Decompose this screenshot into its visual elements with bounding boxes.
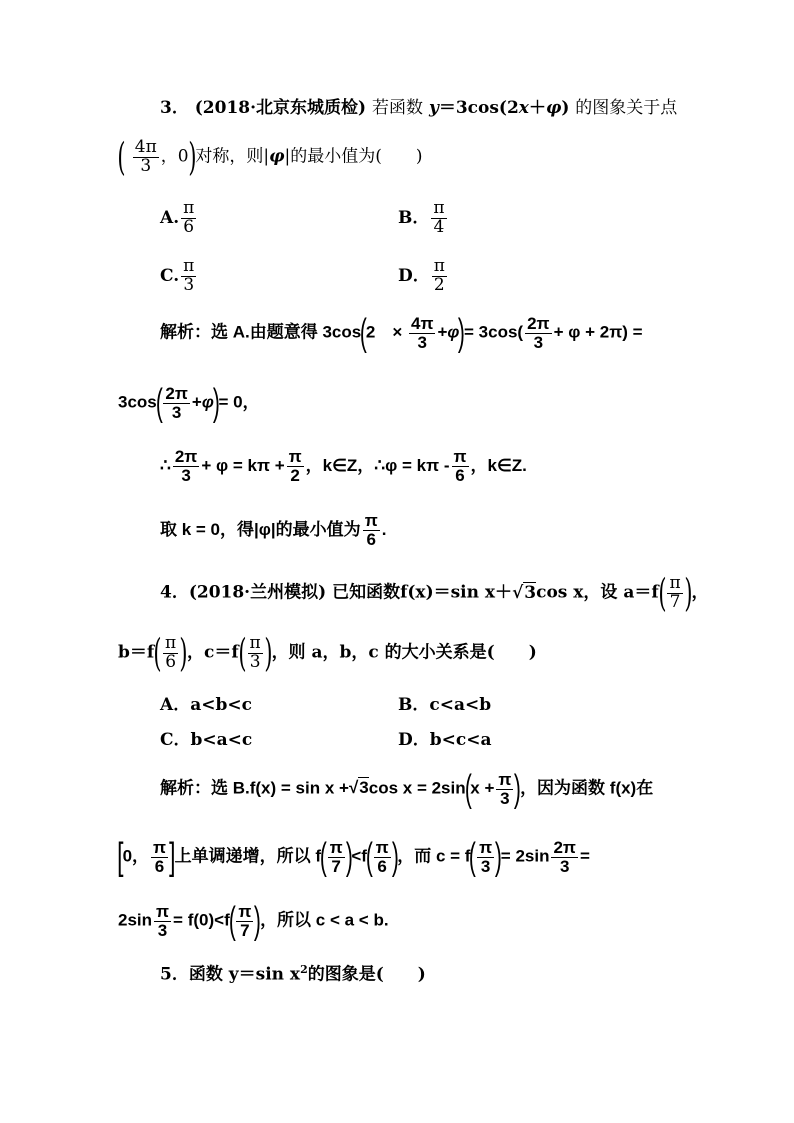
q5-stem: 5．函数 y＝sin $x^2$的图象是( ) bbox=[160, 963, 426, 985]
fraction: $\frac{\pi}{3}$ bbox=[183, 256, 195, 295]
q4-solution-line1: 解析：选 B.f(x) = sin x +√3cos x = 2sin(x + $\frac{\pi}{3}$ )，因为函数 f(x)在 bbox=[160, 768, 654, 810]
q3-option-b[interactable]: B． $\frac{\pi}{4}$ bbox=[398, 198, 445, 237]
q3-number: 3． bbox=[160, 98, 189, 118]
q3-solution-line2: 3cos( $\frac{2\pi}{3}$ +φ)= 0， bbox=[118, 382, 260, 424]
q4-option-c[interactable]: C．b<a<c bbox=[160, 730, 253, 750]
fraction: $\frac{4\pi}{3}$ bbox=[134, 136, 157, 176]
q4-solution-line3: 2sin $\frac{\pi}{3}$ = f(0)<f( $\frac{\pi}{7}$ )，所以 c < a < b. bbox=[118, 900, 389, 942]
q3-option-a[interactable]: A. $\frac{\pi}{6}$ bbox=[160, 198, 195, 237]
q3-stem-line2: ( $\frac{4\pi}{3}$ ，0)对称，则|φ|的最小值为( ) bbox=[117, 135, 423, 179]
q4-option-b[interactable]: B．c<a<b bbox=[398, 695, 492, 715]
q3-solution-line4: 取 k = 0，得|φ|的最小值为 $\frac{\pi}{6}$ . bbox=[160, 511, 387, 549]
q3-solution-line1: 解析：选 A.由题意得 3cos(2 × $\frac{4\pi}{3}$ +φ)= 3cos( $\frac{2\pi}{3}$ + φ + 2π) = bbox=[160, 312, 643, 354]
q3-option-c[interactable]: C. $\frac{\pi}{3}$ bbox=[160, 256, 195, 295]
q4-option-a[interactable]: A．a<b<c bbox=[160, 695, 252, 715]
q3-option-d[interactable]: D． $\frac{\pi}{2}$ bbox=[398, 256, 445, 295]
fraction: $\frac{\pi}{2}$ bbox=[433, 256, 445, 295]
fraction: $\frac{\pi}{6}$ bbox=[183, 198, 195, 237]
q4-stem-line2: b＝f( $\frac{\pi}{6}$ )，c＝f( $\frac{\pi}{3}$ )，则 a，b，c 的大小关系是( ) bbox=[118, 631, 537, 675]
q4-option-d[interactable]: D．b<c<a bbox=[398, 730, 492, 750]
fraction: $\frac{\pi}{4}$ bbox=[433, 198, 445, 237]
q3-stem-line1: 3． (2018·北京东城质检) 若函数 y＝3cos(2x＋φ) 的图象关于点 bbox=[160, 98, 678, 118]
q4-stem-line1: 4．(2018·兰州模拟) 已知函数f(x)＝sin x＋√3cos x，设 a＝f( $\frac{\pi}{7}$ )， bbox=[160, 571, 709, 615]
q4-solution-line2: [0， $\frac{\pi}{6}$ ]上单调递增，所以 f( $\frac{\pi}{7}$ )<f( $\frac{\pi}{6}$ )，而 c = f( $\frac{\pi}{3}$ )= 2sin $\frac{2\pi}{3}$ = bbox=[117, 836, 590, 878]
q3-source: (2018·北京东城质检) bbox=[194, 98, 367, 118]
q3-solution-line3: ∴ $\frac{2\pi}{3}$ + φ = kπ + $\frac{\pi}{2}$ ，k∈Z，∴φ = kπ - $\frac{\pi}{6}$ ，k∈Z. bbox=[160, 447, 527, 485]
